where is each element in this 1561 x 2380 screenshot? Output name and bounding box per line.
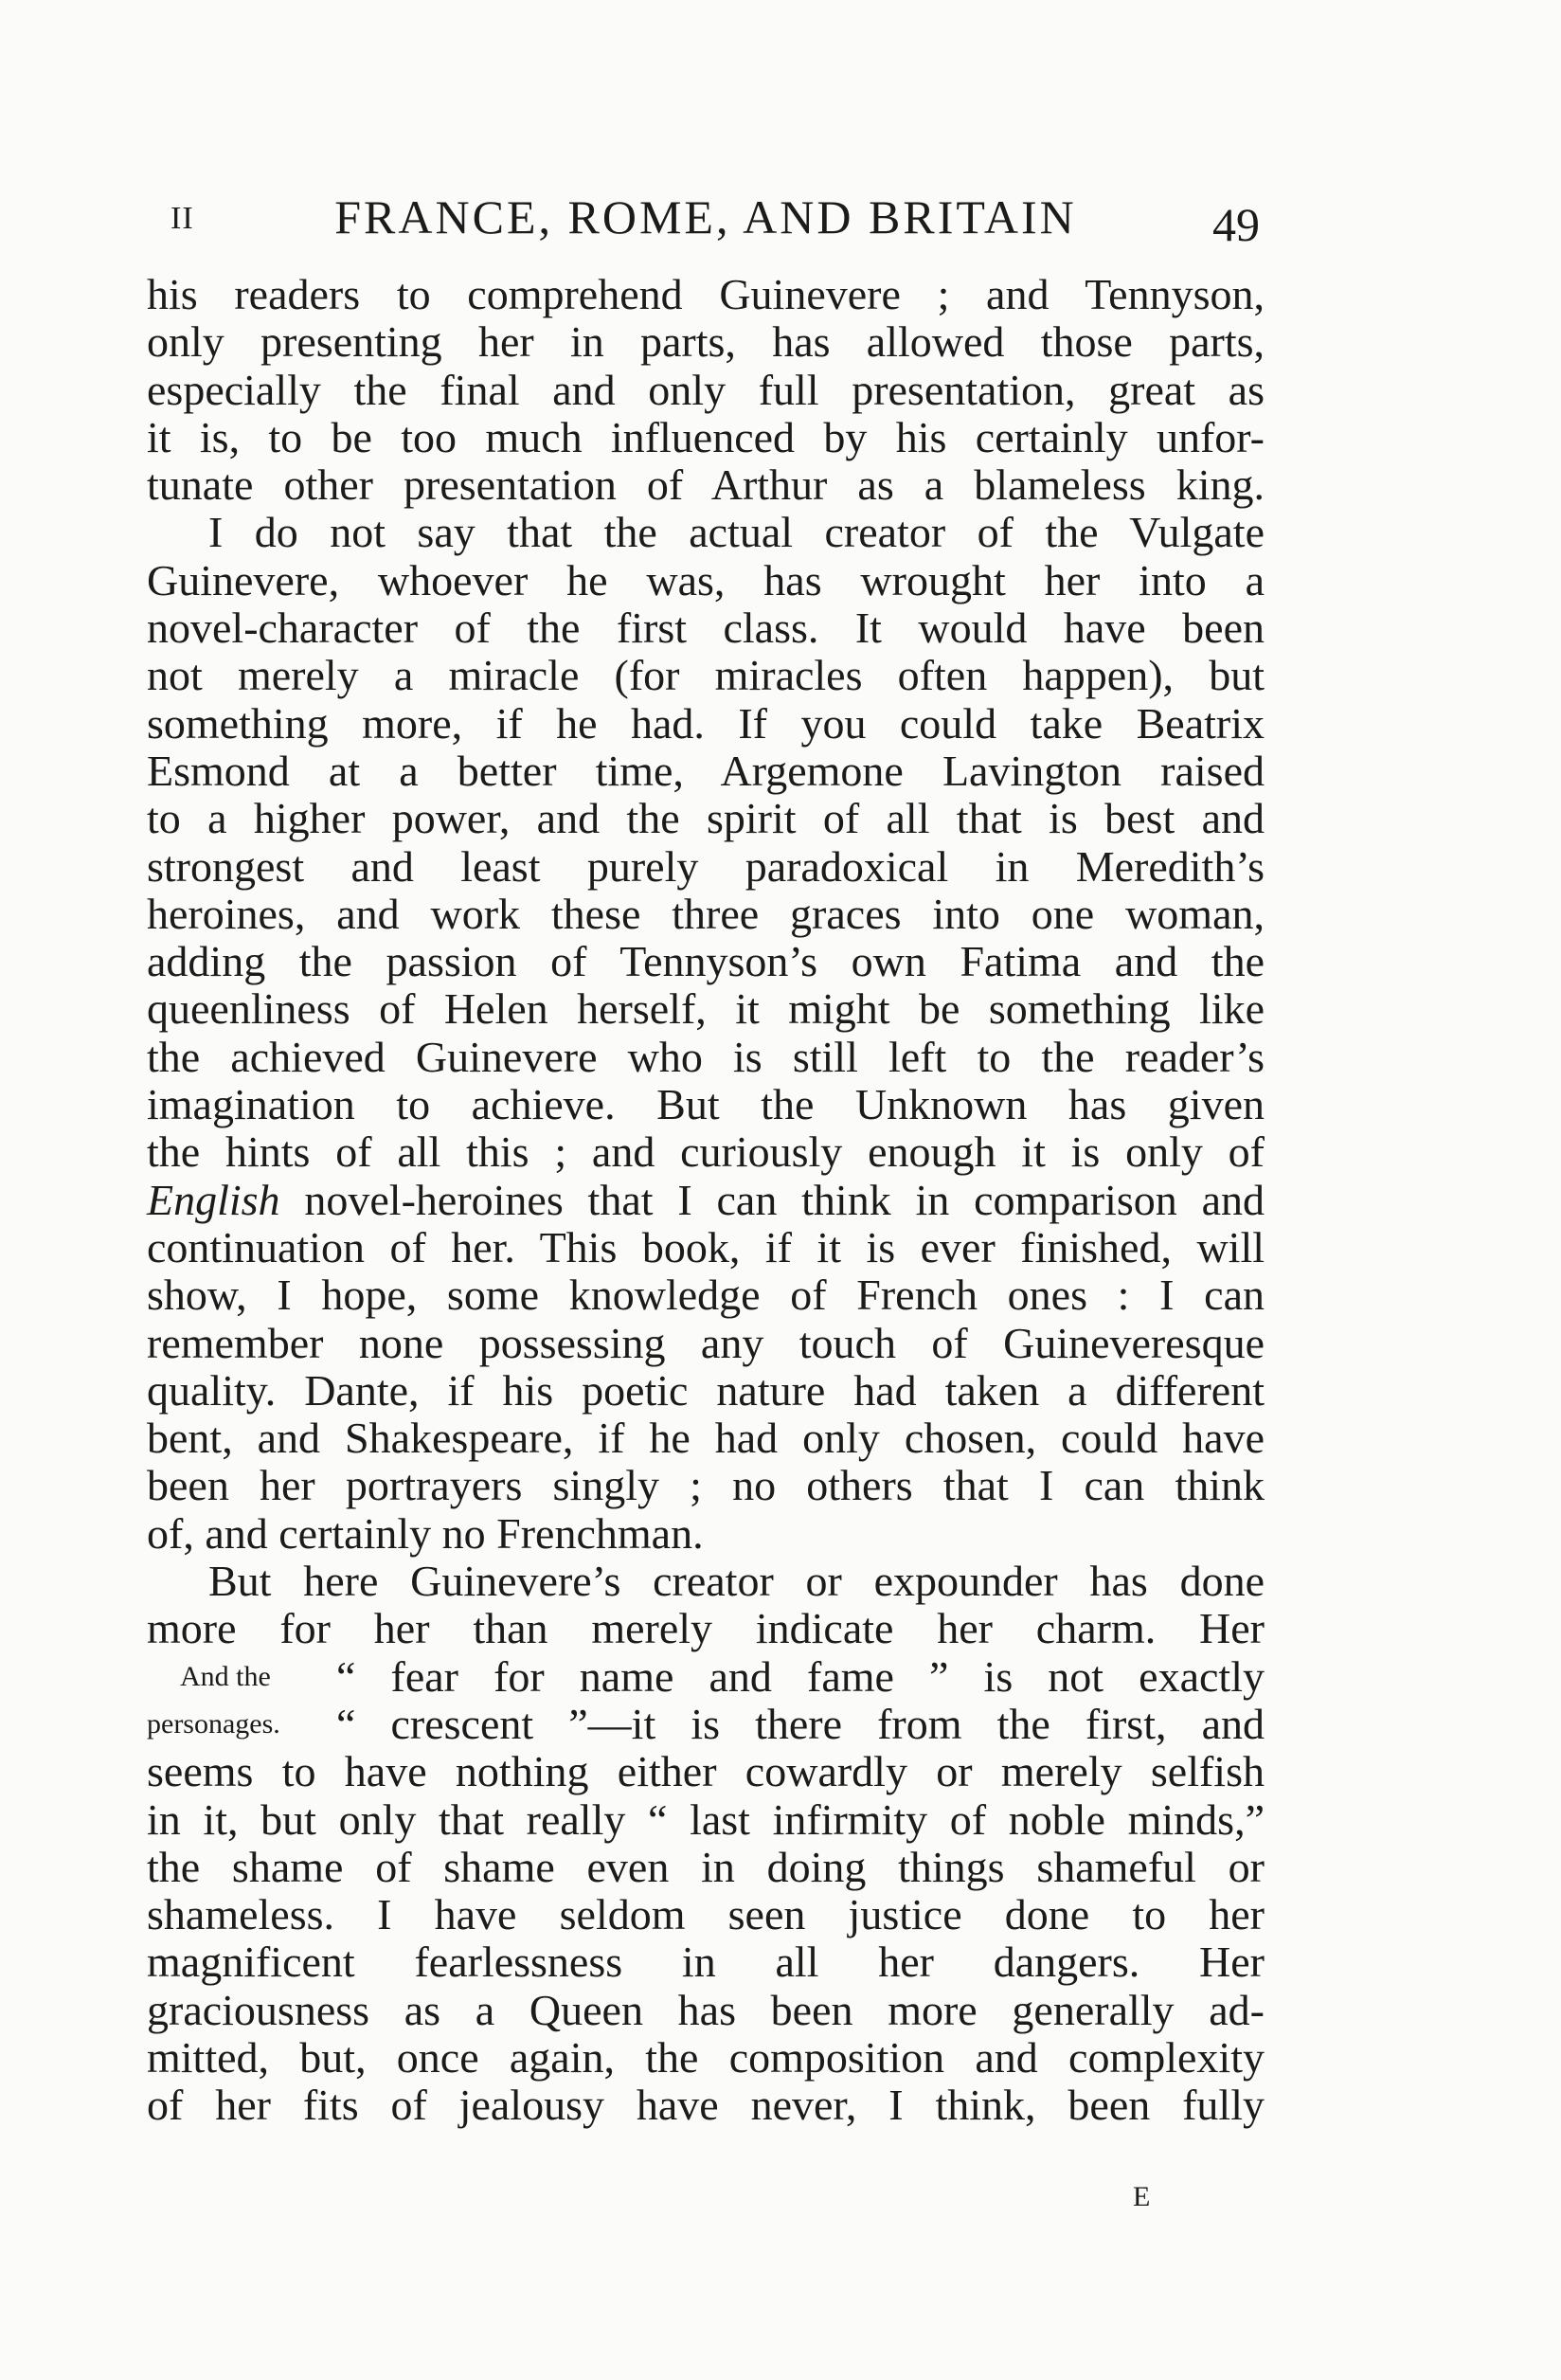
running-title: FRANCE, ROME, AND BRITAIN (334, 190, 1077, 243)
body-text (147, 271, 1265, 2130)
text-line: it is, to be too much influenced by his certainly unfor- (147, 412, 1265, 461)
text-line: the achieved Guinevere who is still left to the reader’s (147, 1032, 1265, 1081)
text-line: strongest and least purely paradoxical in Meredith’s (147, 841, 1265, 891)
text-line: in it, but only that really “ last infirmity of noble minds,” (147, 1794, 1265, 1844)
text-line: magnificent fearlessness in all her dangers. Her (147, 1938, 1265, 1987)
text-line-with-margin-note (147, 1653, 1265, 1701)
text-line: continuation of her. This book, if it is ever finished, will (147, 1222, 1265, 1271)
text-line-with-margin-note (147, 1701, 1265, 1748)
text-line: But here Guinevere’s creator or expounder has done (208, 1557, 1265, 1606)
text-line: only presenting her in parts, has allowed those parts, (147, 317, 1265, 367)
text-line: not merely a miracle (for miracles often happen), but (147, 651, 1265, 700)
text-line: adding the passion of Tennyson’s own Fatima and the (147, 937, 1265, 986)
chapter-number: II (170, 201, 194, 236)
text-line: queenliness of Helen herself, it might be something like (147, 984, 1265, 1034)
text-line-with-italic (147, 1177, 1265, 1224)
text-line: shameless. I have seldom seen justice done to her (147, 1890, 1265, 1939)
text-line: seems to have nothing either cowardly or merely selfish (147, 1747, 1265, 1796)
signature-mark: E (1133, 2181, 1152, 2212)
text-line: graciousness as a Queen has been more generally ad- (147, 1985, 1265, 2034)
text-line: of her fits of jealousy have never, I think, been fully (147, 2081, 1265, 2130)
text-line-content: “ crescent ”—it is there from the first, and (336, 1699, 1265, 1748)
margin-note: personages. (147, 1707, 280, 1740)
text-line: something more, if he had. If you could take Beatrix (147, 698, 1265, 748)
text-line: more for her than merely indicate her charm. Her (147, 1604, 1265, 1653)
text-line: tunate other presentation of Arthur as a blameless king. (147, 460, 1265, 510)
text-line: his readers to comprehend Guinevere ; and Tennyson, (147, 270, 1265, 318)
text-line: I do not say that the actual creator of the Vulgate (208, 508, 1265, 557)
page-number: 49 (1212, 198, 1260, 251)
text-line: Guinevere, whoever he was, has wrought her into a (147, 555, 1265, 604)
text-line: been her portrayers singly ; no others that I can think (147, 1461, 1265, 1510)
text-line: mitted, but, once again, the composition and complexity (147, 2032, 1265, 2082)
text-line: the hints of all this ; and curiously enough it is only of (147, 1127, 1265, 1177)
text-line-content: “ fear for name and fame ” is not exactly (336, 1651, 1265, 1701)
text-line: bent, and Shakespeare, if he had only chosen, could have (147, 1414, 1265, 1463)
margin-note: And the (180, 1660, 271, 1692)
text-line-rest: novel-heroines that I can think in comparison and (279, 1175, 1265, 1224)
text-line: to a higher power, and the spirit of all that is best and (147, 794, 1265, 843)
text-line: heroines, and work these three graces into one woman, (147, 889, 1265, 938)
text-line: show, I hope, some knowledge of French ones : I can (147, 1271, 1265, 1320)
text-line: especially the final and only full presentation, great as (147, 365, 1265, 414)
text-line: imagination to achieve. But the Unknown has given (147, 1080, 1265, 1129)
text-line: of, and certainly no Frenchman. (147, 1508, 704, 1558)
running-head (152, 189, 1260, 256)
italic-word: English (147, 1175, 280, 1224)
text-line: novel-character of the first class. It would have been (147, 604, 1265, 653)
text-line: quality. Dante, if his poetic nature had taken a different (147, 1365, 1265, 1415)
text-line: remember none possessing any touch of Guineveresque (147, 1318, 1265, 1367)
text-line: Esmond at a better time, Argemone Lavington raised (147, 746, 1265, 795)
text-line: the shame of shame even in doing things shameful or (147, 1842, 1265, 1891)
